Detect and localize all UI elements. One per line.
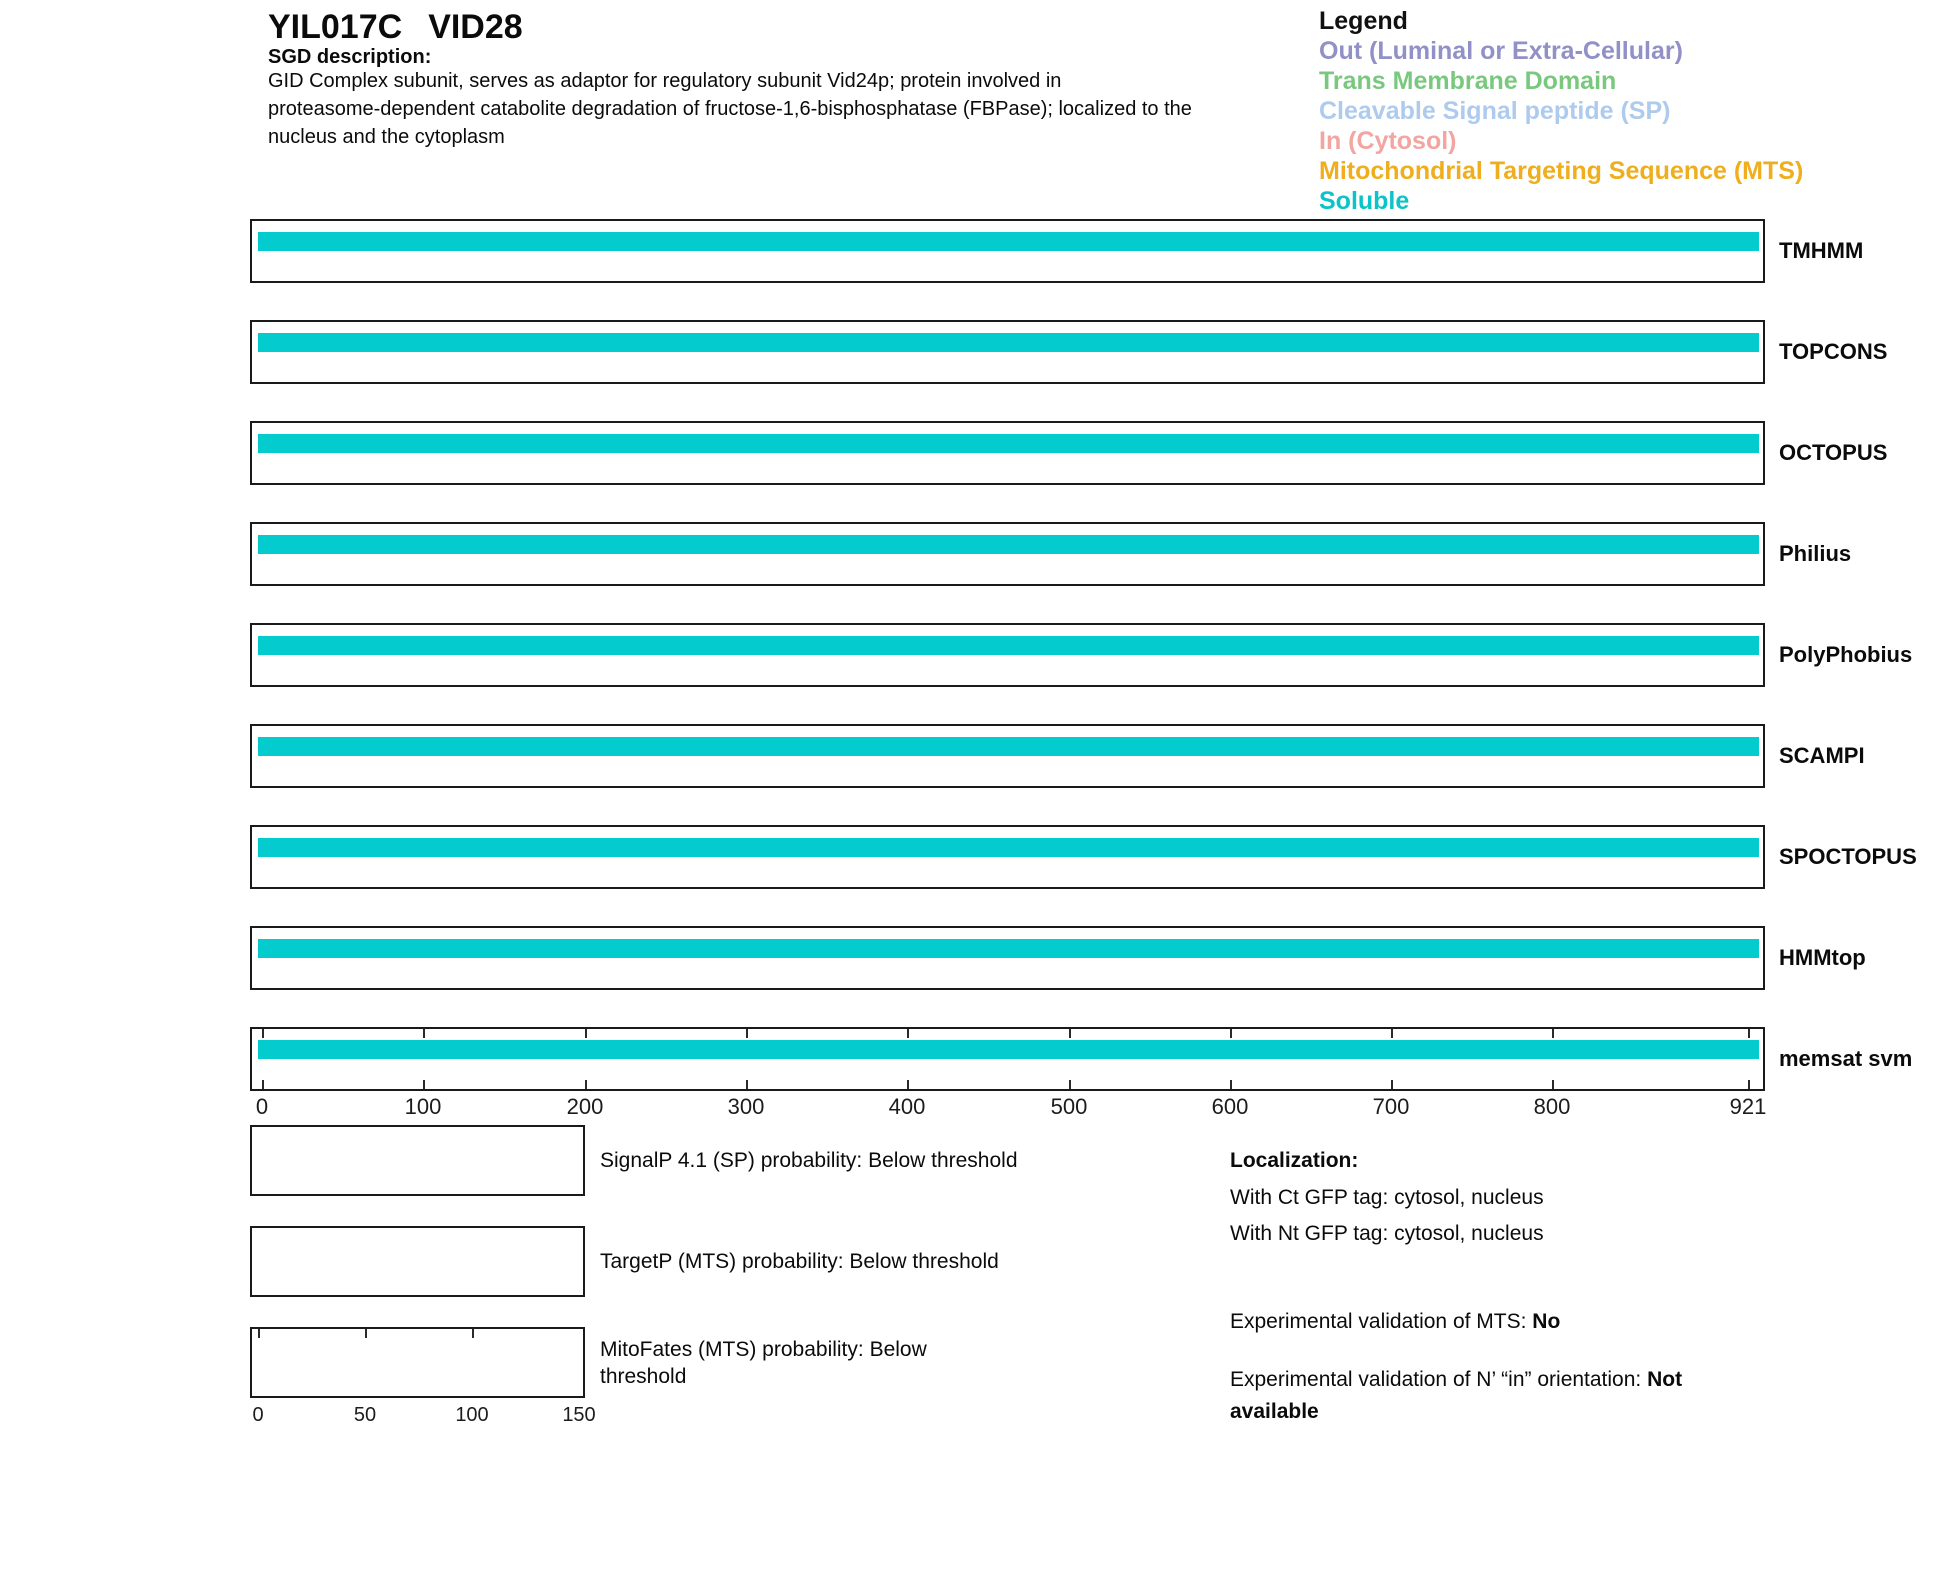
orf-name: YIL017C — [268, 8, 403, 46]
axis-tick — [746, 1080, 748, 1089]
soluble-bar — [258, 939, 1759, 958]
track-label-hmmtop: HMMtop — [1779, 945, 1866, 970]
plot-label-line: TargetP (MTS) probability: Below threshold — [600, 1250, 999, 1273]
axis-tick — [1069, 1029, 1071, 1038]
axis-tick — [1230, 1029, 1232, 1038]
track-label-spoctopus: SPOCTOPUS — [1779, 844, 1917, 869]
plot-box-signalp — [250, 1125, 585, 1196]
mts-validation-value: No — [1532, 1310, 1561, 1333]
track-box-hmmtop — [250, 926, 1765, 990]
track-box-polyphobius — [250, 623, 1765, 687]
axis-tick — [585, 1080, 587, 1089]
track-label-philius: Philius — [1779, 541, 1852, 566]
axis-tick — [1230, 1080, 1232, 1089]
track-box-octopus — [250, 421, 1765, 485]
mts-validation-line — [1230, 1307, 1560, 1337]
sgd-description-heading: SGD description: — [268, 46, 432, 68]
axis-tick — [907, 1080, 909, 1089]
axis-tick-label: 0 — [252, 1404, 264, 1426]
axis-tick-label: 150 — [562, 1404, 596, 1426]
axis-tick-label: 600 — [1211, 1094, 1249, 1119]
track-label-tmhmm: TMHMM — [1779, 238, 1864, 263]
axis-tick — [585, 1029, 587, 1038]
soluble-bar — [258, 434, 1759, 453]
legend-item-tmd: Trans Membrane Domain — [1319, 67, 1617, 95]
track-box-memsat-svm — [250, 1027, 1765, 1091]
axis-tick — [262, 1080, 264, 1089]
axis-tick — [365, 1329, 367, 1338]
axis-tick-label: 800 — [1533, 1094, 1571, 1119]
axis-tick-label: 200 — [566, 1094, 604, 1119]
orientation-validation-label: Experimental validation of N’ “in” orientation: — [1230, 1368, 1648, 1391]
orientation-validation-line — [1230, 1365, 1682, 1395]
sgd-description-line: GID Complex subunit, serves as adaptor for regulatory subunit Vid24p; protein involved in — [268, 70, 1062, 92]
axis-tick-label: 700 — [1372, 1094, 1410, 1119]
track-label-memsat-svm: memsat svm — [1779, 1046, 1913, 1071]
plot-label-line: MitoFates (MTS) probability: Below — [600, 1337, 927, 1361]
track-label-polyphobius: PolyPhobius — [1779, 642, 1913, 667]
soluble-bar — [258, 333, 1759, 352]
axis-tick — [1552, 1080, 1554, 1089]
plot-label-targetp — [600, 1226, 1260, 1297]
orientation-validation-value: Not — [1647, 1368, 1683, 1391]
axis-tick — [423, 1080, 425, 1089]
sgd-description-line: proteasome-dependent catabolite degradation of fructose-1,6-bisphosphatase (FBPase); localized to the — [268, 98, 1192, 120]
axis-tick — [1552, 1029, 1554, 1038]
residue-axis — [252, 1094, 1767, 1120]
plot-box-targetp — [250, 1226, 585, 1297]
axis-tick-label: 300 — [727, 1094, 765, 1119]
legend — [1319, 6, 1803, 216]
gene-name: VID28 — [428, 8, 523, 46]
plot-label-mitofates — [600, 1327, 1260, 1398]
mts-validation-label: Experimental validation of MTS: — [1230, 1310, 1533, 1333]
track-box-scampi — [250, 724, 1765, 788]
soluble-bar — [258, 1040, 1759, 1059]
plot-label-signalp — [600, 1125, 1260, 1196]
sgd-description-line: nucleus and the cytoplasm — [268, 126, 505, 148]
soluble-bar — [258, 737, 1759, 756]
axis-tick-label: 100 — [404, 1094, 442, 1119]
legend-title: Legend — [1319, 7, 1408, 35]
soluble-bar — [258, 232, 1759, 251]
axis-tick-label: 500 — [1050, 1094, 1088, 1119]
track-box-spoctopus — [250, 825, 1765, 889]
localization-nt-gfp: With Nt GFP tag: cytosol, nucleus — [1230, 1222, 1544, 1245]
axis-tick — [262, 1029, 264, 1038]
plot-box-mitofates — [250, 1327, 585, 1398]
axis-tick — [1069, 1080, 1071, 1089]
axis-tick — [1748, 1029, 1750, 1038]
legend-item-mts: Mitochondrial Targeting Sequence (MTS) — [1319, 157, 1804, 185]
track-box-tmhmm — [250, 219, 1765, 283]
orientation-validation-line2 — [1230, 1397, 1319, 1427]
axis-tick — [1391, 1029, 1393, 1038]
axis-tick-label: 921 — [1729, 1094, 1767, 1119]
axis-tick-label: 400 — [888, 1094, 926, 1119]
plot-label-line: SignalP 4.1 (SP) probability: Below threshold — [600, 1149, 1018, 1172]
axis-tick-label: 100 — [455, 1404, 489, 1426]
legend-item-in: In (Cytosol) — [1319, 127, 1457, 155]
soluble-bar — [258, 535, 1759, 554]
axis-tick — [258, 1329, 260, 1338]
legend-item-sp: Cleavable Signal peptide (SP) — [1319, 97, 1671, 125]
soluble-bar — [258, 838, 1759, 857]
page-title — [268, 8, 523, 47]
plot-label-line: threshold — [600, 1364, 687, 1388]
probability-axis — [252, 1404, 596, 1428]
track-label-topcons: TOPCONS — [1779, 339, 1888, 364]
localization-heading: Localization: — [1230, 1149, 1359, 1172]
axis-tick-label: 0 — [255, 1094, 269, 1119]
localization-ct-gfp: With Ct GFP tag: cytosol, nucleus — [1230, 1186, 1544, 1209]
axis-tick — [907, 1029, 909, 1038]
legend-item-soluble: Soluble — [1319, 187, 1410, 215]
soluble-bar — [258, 636, 1759, 655]
axis-tick — [472, 1329, 474, 1338]
track-label-scampi: SCAMPI — [1779, 743, 1865, 768]
track-label-octopus: OCTOPUS — [1779, 440, 1888, 465]
axis-tick — [1391, 1080, 1393, 1089]
axis-tick — [1748, 1080, 1750, 1089]
orientation-validation-value: available — [1230, 1400, 1319, 1423]
axis-tick-label: 50 — [353, 1404, 377, 1426]
track-box-philius — [250, 522, 1765, 586]
axis-tick — [423, 1029, 425, 1038]
track-box-topcons — [250, 320, 1765, 384]
axis-tick — [746, 1029, 748, 1038]
legend-item-out: Out (Luminal or Extra-Cellular) — [1319, 37, 1683, 65]
